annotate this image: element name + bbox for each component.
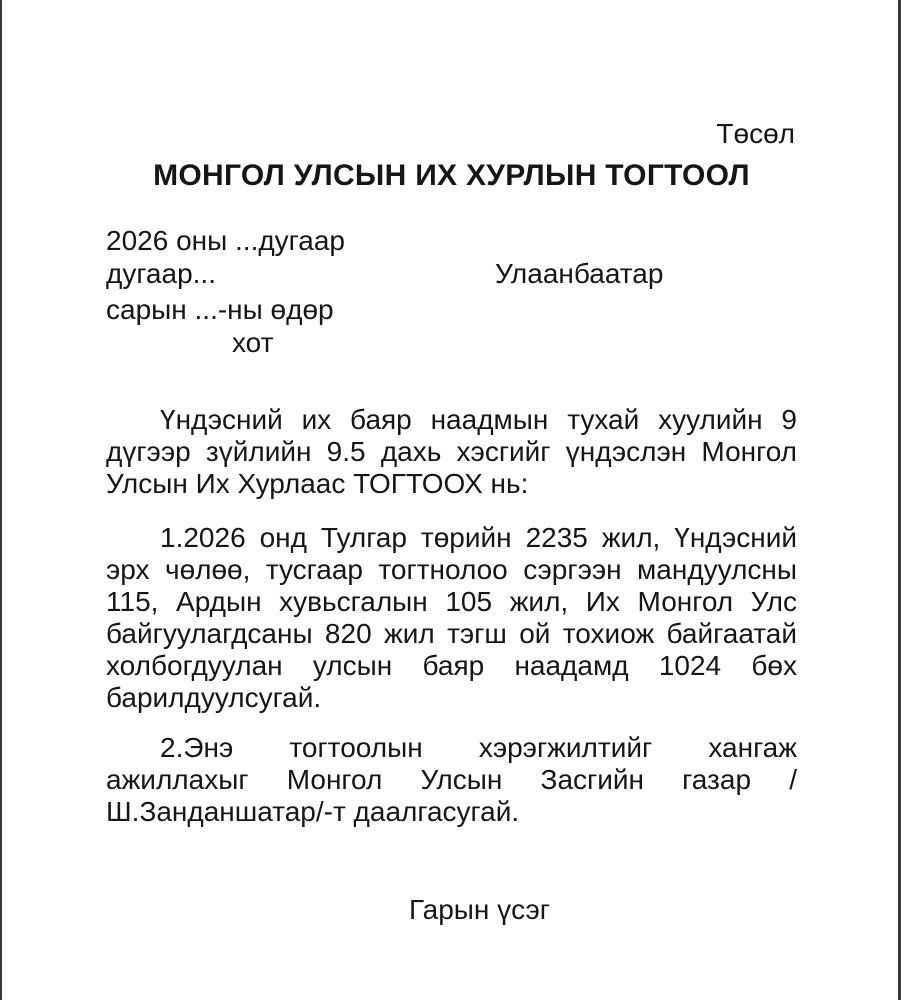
- body-paragraphs: [106, 404, 797, 828]
- date-block: [106, 224, 797, 359]
- paragraph-clause-1: 1.2026 онд Тулгар төрийн 2235 жил, Үндэсний эрх чөлөө, тусгаар тогтнолоо сэргээн мандуулсны 115, Ардын хувьсгалын 105 жил, Их Монгол Улс байгуулагдсаны 820 жил тэгш ой тохиож байгаатай холбогдуулан улсын баяр наадамд 1024 бөх барилдуулсугай.: [106, 522, 797, 713]
- paragraph-preamble: Үндэсний их баяр наадмын тухай хуулийн 9 дүгээр зүйлийн 9.5 дахь хэсгийг үндэслэн Монгол Улсын Их Хурлаас ТОГТООХ нь:: [106, 404, 797, 499]
- date-number-line: дугаар...: [106, 258, 216, 289]
- signature-label: Гарын үсэг: [409, 894, 550, 925]
- document-content: [106, 0, 797, 926]
- page-edge-line-left: [0, 0, 2, 1000]
- city-suffix: хот: [232, 327, 274, 358]
- city-name: Улаанбаатар: [495, 258, 664, 289]
- document-title: МОНГОЛ УЛСЫН ИХ ХУРЛЫН ТОГТООЛ: [153, 159, 750, 192]
- date-year-line: 2026 оны ...дугаар: [106, 225, 345, 256]
- draft-label: Төсөл: [716, 118, 795, 149]
- paragraph-clause-2: 2.Энэ тогтоолын хэрэгжилтийг хангаж ажиллахыг Монгол Улсын Засгийн газар /Ш.Занданшатар/-т даалгасугай.: [106, 732, 797, 827]
- date-number-line-row: [106, 257, 797, 290]
- date-day-line: сарын ...-ны өдөр: [106, 294, 334, 325]
